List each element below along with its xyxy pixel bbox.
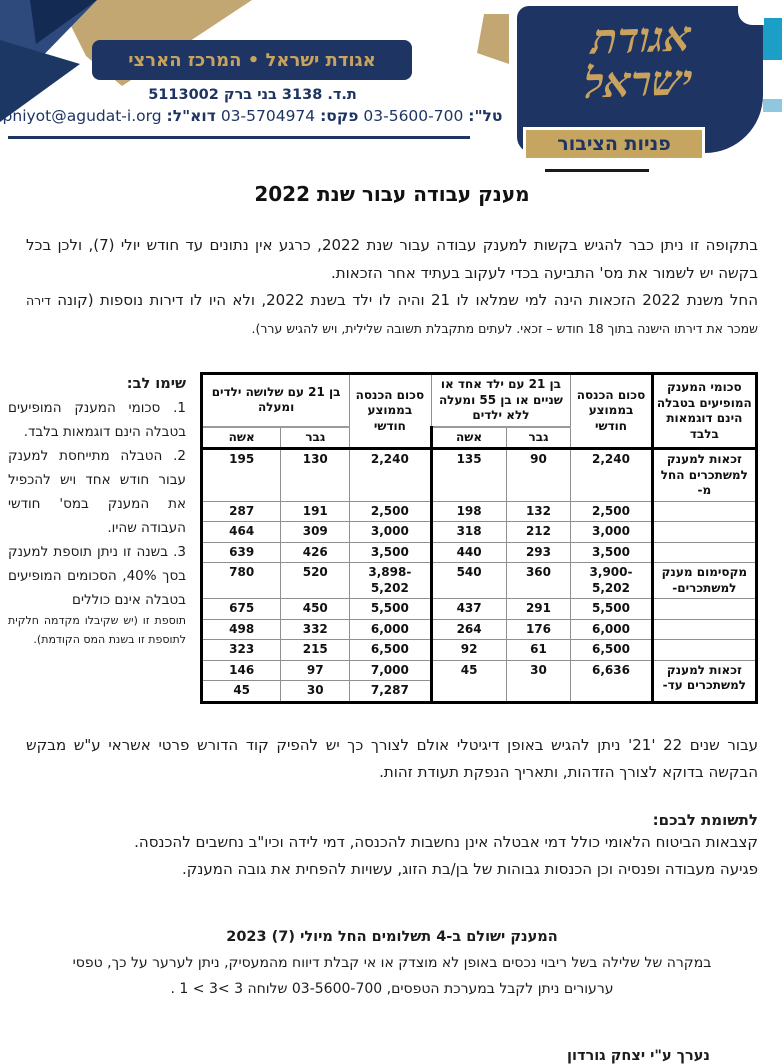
logo-hebrew-lettering: אגודת ישראל: [582, 11, 695, 108]
fax-label: פקס:: [320, 107, 359, 125]
grant-table-container: [200, 372, 758, 704]
page-title: מענק עבודה עבור שנת 2022: [254, 182, 530, 206]
table-row: 6,000 176 264 6,000 332 498: [202, 619, 757, 640]
table-row: מקסימום מענק למשתכרים- 3,900-5,202 360 540 3,898-5,202 520 780: [202, 563, 757, 599]
note-1: 1. סכומי המענק המופיעים בטבלה הינם דוגמאות בלבד.: [8, 400, 186, 440]
cyan-strip-decoration: [763, 99, 782, 112]
attention-line-1: קצבאות הביטוח הלאומי כולל דמי אבטלה אינן נחשבות להכנסה, דמי לידה וכיו"ב נחשבים להכנסה.: [134, 832, 758, 851]
org-name-banner: [92, 40, 412, 80]
payment-schedule-line: המענק ישולם ב-4 תשלומים החל מיולי (7) 2023: [226, 928, 558, 945]
header-divider: [8, 136, 470, 139]
public-inquiries-banner: פניות הציבור: [523, 127, 705, 161]
email-label: דוא"ל:: [166, 107, 216, 125]
appeal-line-1: במקרה של שלילה בשל ריבוי נכסים באופן לא מוצדק או אי קבלת דיווח מהמעסיק, ניתן לערער על כך, טפסי: [72, 954, 712, 971]
group2-header: בן 21 עם שלושה ילדים ומעלה: [202, 374, 350, 427]
appeal-line-2: ערעורים ניתן לקבל במערכת הטפסים, 03-5600-700 שלוחה 3 >3 > 1 .: [170, 980, 614, 997]
contact-line: [0, 107, 505, 125]
side-notes: [8, 372, 186, 649]
income-header-2: סכום הכנסה בממוצע חודשי: [350, 374, 431, 449]
note-2: 2. הטבלה מתייחסת למענק עבור חודש אחד ויש להכפיל את המענק במס' חודשי העבודה שהיו.: [8, 448, 186, 536]
intro-paragraph-2: החל משנת 2022 הזכאות הינה למי שמלאו לו 21 והיה לו ילד בשנת 2022, ולא היו לו דירות נוספות (קונה דירה שמכר את דירתו הישנה בתוך 18 חודש – זכאי. לעתים מתקבלת תשובה שלילית, ויש להגיש ערר).: [26, 291, 758, 336]
table-row: זכאות למענק למשתכרים החל מ- 2,240 90 135 2,240 130 195: [202, 449, 757, 502]
table-row: זכאות למענק למשתכרים עד- 6,636 30 45 7,000 97 146: [202, 660, 757, 681]
note-3: 3. בשנה זו ניתן תוספת למענק בסך 40%, הסכומים המופיעים בטבלה אינם כוללים: [8, 544, 187, 608]
table-row: 7,287 30 45: [202, 681, 757, 703]
note-3-small: תוספת זו (יש שקיבלו מקדמה חלקית לתוספת זו בשנת המס הקודמת).: [8, 614, 186, 646]
attention-heading: לתשומת לבכם:: [652, 810, 758, 829]
fax-number: 03-5704974: [220, 107, 316, 125]
man-header-2: גבר: [281, 427, 350, 449]
man-header-1: גבר: [506, 427, 571, 449]
org-name-text: אגודת ישראל • המרכז הארצי: [128, 49, 376, 71]
letterhead: [0, 0, 782, 172]
attention-section: [26, 811, 758, 884]
tan-wedge-decoration: [477, 14, 509, 64]
tel-label: טל":: [468, 107, 503, 125]
income-header-1: סכום הכנסה בממוצע חודשי: [571, 374, 652, 449]
table-row: 3,000 212 318 3,000 309 464: [202, 522, 757, 543]
banner-underline: [545, 169, 649, 172]
intro-paragraphs: [26, 232, 758, 342]
tel-number: 03-5600-700: [363, 107, 464, 125]
author-signature: נערך ע"י יצחק גורדון: [567, 1047, 710, 1064]
table-row: 3,500 293 440 3,500 426 639: [202, 542, 757, 563]
attention-line-2: פגיעה מעבודה ופנסיה וכן הכנסות גבוהות של בן/בת הזוג, עשויות להפחית את גובה המענק.: [181, 860, 758, 878]
intro-paragraph-1: בתקופה זו ניתן כבר להגיש בקשות למענק עבודה עבור שנת 2022, כרגע אין נתונים עד חודש יולי (7), ולכן בכל בקשה יש לשמור את מס' התביעה בכדי לעקוב בעתיד אחר הזכאות.: [26, 236, 759, 282]
table-row: 2,500 132 198 2,500 191 287: [202, 501, 757, 522]
document-body: [8, 182, 759, 1064]
corner-header: סכומי המענק המופיעים בטבלה הינם דוגמאות בלבד: [652, 374, 756, 449]
email-address[interactable]: pniyot@agudat-i.org: [2, 107, 162, 125]
grant-amounts-table: [200, 372, 758, 704]
address-line: ת.ד. 3138 בני ברק 5113002: [148, 87, 357, 103]
group1-header: בן 21 עם ילד אחד או שניים או בן 55 ומעלה ללא ילדים: [431, 374, 571, 427]
payment-footer: [26, 924, 758, 1002]
table-row: 6,500 61 92 6,500 215 323: [202, 640, 757, 661]
woman-header-1: אשה: [431, 427, 506, 449]
woman-header-2: אשה: [202, 427, 281, 449]
table-row: 5,500 291 437 5,500 450 675: [202, 599, 757, 620]
digital-filing-paragraph: עבור שנים 21‎' 22‎' ניתן להגיש באופן דיגיטלי אולם לצורך כך יש להפיק קוד הדורש פרטי אשראי ע"ש מבקש הבקשה בדוקא לצורך הזדהות, ותאריך הנפקת תעודת זהות.: [26, 735, 759, 781]
notes-heading: שימו לב:: [126, 376, 186, 392]
